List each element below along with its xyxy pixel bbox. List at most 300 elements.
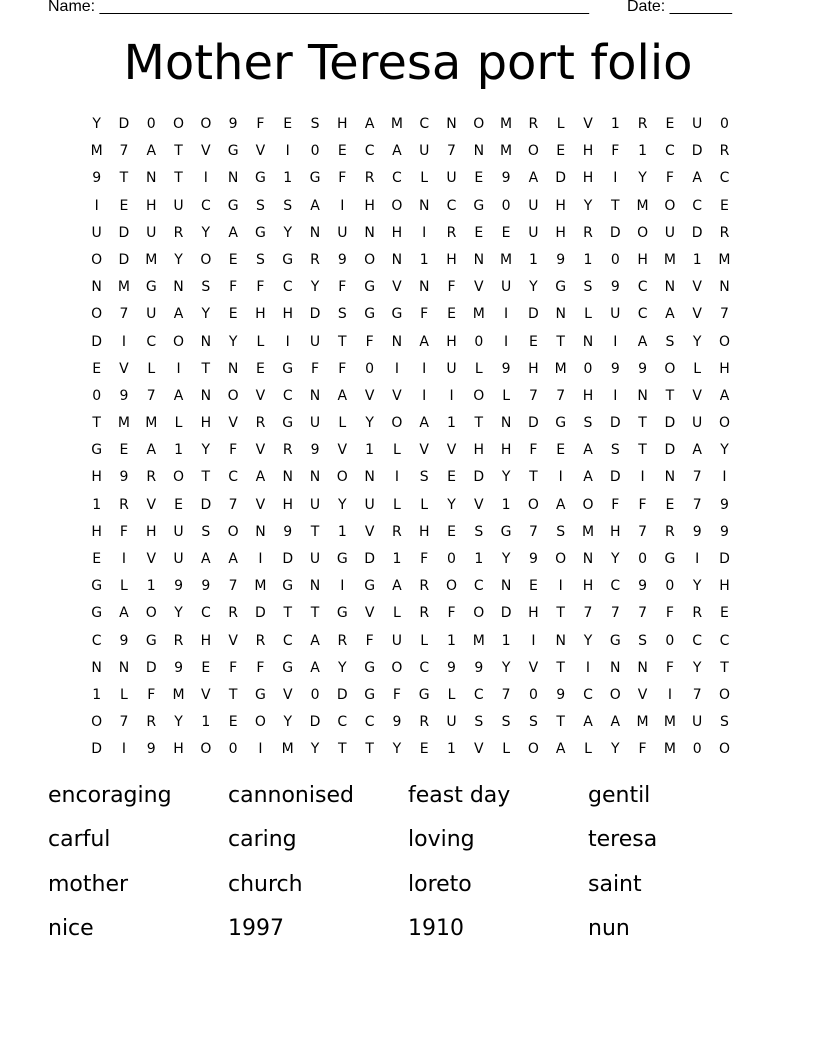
word-list-item: 1997 xyxy=(228,915,284,941)
grid-letter: 9 xyxy=(610,279,620,296)
grid-letter: V xyxy=(255,387,266,404)
grid-letter: V xyxy=(474,496,484,513)
grid-letter: L xyxy=(393,496,401,513)
grid-letter: E xyxy=(119,197,129,214)
grid-letter: H xyxy=(91,469,102,486)
grid-letter: H xyxy=(145,197,157,214)
grid-letter: F xyxy=(229,442,238,459)
grid-letter: D xyxy=(609,469,621,486)
grid-letter: R xyxy=(173,632,184,649)
grid-letter: A xyxy=(255,469,266,486)
word-list-item: nun xyxy=(588,915,630,941)
grid-letter: E xyxy=(474,224,484,241)
grid-letter: 7 xyxy=(146,387,156,404)
grid-letter: E xyxy=(665,496,675,513)
grid-letter: 0 xyxy=(665,578,675,595)
grid-letter: M xyxy=(500,116,513,132)
grid-letter: C xyxy=(692,197,703,214)
date-field: Date: _______ xyxy=(627,0,732,15)
grid-letter: 0 xyxy=(610,251,620,268)
grid-letter: N xyxy=(146,170,157,187)
grid-letter: 1 xyxy=(92,686,102,703)
grid-letter: 9 xyxy=(638,578,648,595)
grid-letter: C xyxy=(337,714,348,731)
grid-letter: Y xyxy=(365,415,374,432)
grid-letter: R xyxy=(228,605,238,622)
grid-letter: M xyxy=(145,251,158,268)
grid-letter: 9 xyxy=(92,170,102,187)
grid-letter: 7 xyxy=(119,714,129,731)
grid-letter: T xyxy=(529,469,538,486)
grid-letter: I xyxy=(285,333,290,350)
grid-letter: V xyxy=(474,279,484,296)
grid-letter: Y xyxy=(638,170,647,187)
grid-letter: H xyxy=(719,360,730,377)
grid-letter: F xyxy=(529,442,538,459)
grid-letter: U xyxy=(309,551,321,567)
grid-letter: 0 xyxy=(638,551,648,567)
grid-row xyxy=(83,600,738,627)
grid-letter: 7 xyxy=(447,143,456,160)
grid-letter: M xyxy=(172,686,185,703)
grid-letter: 1 xyxy=(583,251,593,268)
grid-letter: H xyxy=(582,387,594,404)
grid-letter: G xyxy=(255,686,266,703)
grid-letter: S xyxy=(283,197,293,214)
grid-letter: D xyxy=(691,143,703,160)
grid-letter: I xyxy=(613,333,618,350)
grid-letter: G xyxy=(555,415,567,432)
grid-letter: S xyxy=(501,714,511,731)
grid-letter: 0 xyxy=(146,116,156,132)
grid-letter: I xyxy=(504,306,509,323)
grid-letter: 1 xyxy=(610,116,620,132)
grid-letter: F xyxy=(611,496,620,513)
grid-letter: F xyxy=(365,632,374,649)
grid-letter: T xyxy=(556,333,565,350)
grid-letter: H xyxy=(582,578,594,595)
grid-letter: U xyxy=(692,116,703,132)
grid-letter: D xyxy=(528,415,539,432)
grid-row xyxy=(83,165,738,192)
grid-letter: Y xyxy=(692,333,702,350)
grid-letter: G xyxy=(227,197,239,214)
grid-letter: E xyxy=(228,714,238,731)
grid-letter: A xyxy=(228,551,238,567)
grid-letter: H xyxy=(555,224,566,241)
grid-letter: G xyxy=(555,279,567,296)
grid-letter: 9 xyxy=(228,116,238,132)
grid-letter: I xyxy=(613,387,618,404)
grid-letter: 0 xyxy=(665,632,675,649)
grid-letter: S xyxy=(201,279,211,296)
grid-letter: O xyxy=(200,741,212,758)
grid-letter: V xyxy=(364,605,375,622)
grid-letter: T xyxy=(174,143,183,160)
grid-letter: A xyxy=(173,387,184,404)
grid-letter: A xyxy=(419,415,429,432)
grid-letter: R xyxy=(446,224,457,241)
grid-row xyxy=(83,573,738,600)
grid-letter: D xyxy=(609,415,621,432)
grid-letter: M xyxy=(281,741,294,758)
grid-letter: N xyxy=(227,170,239,187)
grid-letter: 1 xyxy=(501,496,511,513)
grid-letter: S xyxy=(201,523,211,540)
grid-letter: F xyxy=(119,523,128,540)
grid-letter: V xyxy=(228,632,238,649)
grid-letter: O xyxy=(555,551,567,567)
grid-letter: U xyxy=(309,333,321,350)
grid-letter: 9 xyxy=(501,170,511,187)
word-list-item: carful xyxy=(48,827,111,853)
grid-letter: O xyxy=(637,224,649,241)
grid-letter: F xyxy=(338,360,347,377)
grid-letter: V xyxy=(692,306,702,323)
grid-letter: G xyxy=(473,197,485,214)
grid-letter: D xyxy=(609,224,621,241)
grid-letter: O xyxy=(445,578,458,595)
grid-letter: L xyxy=(174,415,183,432)
grid-letter: 9 xyxy=(174,578,183,595)
grid-letter: A xyxy=(528,170,539,187)
grid-letter: Y xyxy=(501,659,511,676)
grid-letter: H xyxy=(282,306,293,323)
grid-letter: V xyxy=(255,496,266,513)
grid-letter: 1 xyxy=(201,714,211,731)
grid-letter: 9 xyxy=(337,251,347,268)
grid-letter: L xyxy=(420,170,429,187)
grid-letter: F xyxy=(665,659,674,676)
grid-letter: V xyxy=(146,551,157,567)
grid-letter: C xyxy=(637,306,648,323)
grid-letter: F xyxy=(256,116,265,132)
grid-letter: T xyxy=(638,415,647,432)
grid-letter: N xyxy=(418,279,430,296)
grid-letter: T xyxy=(556,659,565,676)
grid-letter: D xyxy=(473,469,485,486)
grid-letter: R xyxy=(364,170,375,187)
grid-row xyxy=(83,464,738,491)
grid-letter: H xyxy=(418,523,430,540)
grid-letter: 9 xyxy=(201,578,211,595)
grid-letter: E xyxy=(556,143,566,160)
grid-letter: F xyxy=(611,143,620,160)
grid-letter: D xyxy=(336,686,348,703)
grid-letter: 9 xyxy=(638,360,648,377)
grid-letter: U xyxy=(500,279,512,296)
grid-letter: I xyxy=(121,551,127,567)
grid-letter: C xyxy=(419,116,430,132)
grid-letter: I xyxy=(558,578,563,595)
grid-letter: D xyxy=(118,251,130,268)
grid-letter: G xyxy=(282,578,294,595)
grid-letter: 7 xyxy=(638,523,648,540)
grid-letter: I xyxy=(94,197,99,214)
grid-letter: U xyxy=(692,714,703,731)
grid-letter: N xyxy=(446,116,457,132)
grid-letter: G xyxy=(227,143,239,160)
grid-letter: Y xyxy=(174,251,183,268)
grid-letter: R xyxy=(719,143,730,160)
grid-letter: L xyxy=(474,360,483,377)
grid-letter: H xyxy=(582,143,594,160)
grid-letter: D xyxy=(255,605,266,622)
grid-letter: T xyxy=(611,197,620,214)
grid-letter: Y xyxy=(692,659,702,676)
grid-letter: S xyxy=(474,523,484,540)
grid-letter: O xyxy=(391,659,403,676)
grid-letter: R xyxy=(392,523,402,540)
grid-letter: L xyxy=(556,116,565,132)
grid-letter: C xyxy=(692,632,703,649)
word-list-item: church xyxy=(228,871,303,897)
grid-letter: S xyxy=(720,714,729,731)
grid-letter: G xyxy=(500,523,512,540)
grid-letter: G xyxy=(145,632,157,649)
grid-letter: R xyxy=(419,605,430,622)
grid-letter: V xyxy=(419,442,429,459)
grid-letter: 7 xyxy=(720,306,729,323)
grid-letter: C xyxy=(719,632,730,649)
grid-letter: O xyxy=(473,605,485,622)
grid-letter: M xyxy=(145,415,158,432)
grid-letter: C xyxy=(282,387,293,404)
grid-letter: 1 xyxy=(392,551,402,567)
grid-letter: F xyxy=(256,659,265,676)
grid-letter: H xyxy=(528,360,539,377)
grid-letter: O xyxy=(609,686,621,703)
grid-letter: R xyxy=(146,469,157,486)
grid-letter: I xyxy=(449,387,454,404)
grid-letter: R xyxy=(310,251,320,268)
grid-letter: 9 xyxy=(528,551,538,567)
grid-letter: 9 xyxy=(310,442,320,459)
grid-letter: E xyxy=(720,197,729,214)
grid-letter: T xyxy=(310,605,320,622)
grid-letter: 0 xyxy=(228,741,238,758)
grid-letter: U xyxy=(446,714,457,731)
grid-letter: V xyxy=(637,686,648,703)
grid-letter: 1 xyxy=(365,442,375,459)
grid-letter: L xyxy=(584,306,592,323)
grid-letter: G xyxy=(391,306,403,323)
grid-letter: 1 xyxy=(92,496,102,513)
grid-letter: G xyxy=(364,686,376,703)
grid-letter: V xyxy=(474,741,484,758)
grid-letter: M xyxy=(117,415,130,432)
grid-letter: U xyxy=(173,197,184,214)
grid-letter: A xyxy=(719,387,730,404)
grid-letter: U xyxy=(309,415,321,432)
grid-letter: 0 xyxy=(501,197,511,214)
grid-letter: F xyxy=(665,170,674,187)
grid-letter: A xyxy=(419,333,429,350)
grid-letter: H xyxy=(582,170,594,187)
grid-letter: N xyxy=(282,469,293,486)
grid-letter: V xyxy=(146,496,157,513)
grid-letter: I xyxy=(340,197,345,214)
grid-letter: Y xyxy=(201,442,211,459)
grid-letter: Y xyxy=(201,224,211,241)
grid-letter: M xyxy=(500,251,513,268)
grid-letter: V xyxy=(282,686,293,703)
grid-letter: O xyxy=(227,387,239,404)
grid-letter: D xyxy=(91,333,103,350)
word-list-item: mother xyxy=(48,871,129,897)
grid-letter: L xyxy=(420,496,429,513)
word-list-item: saint xyxy=(588,871,642,897)
word-list-item: loreto xyxy=(408,871,472,897)
grid-letter: H xyxy=(364,197,375,214)
grid-letter: D xyxy=(91,741,103,758)
grid-letter: I xyxy=(558,469,563,486)
grid-letter: T xyxy=(720,659,729,676)
grid-letter: 7 xyxy=(228,496,238,513)
grid-letter: O xyxy=(173,469,185,486)
grid-letter: 1 xyxy=(638,143,648,160)
grid-letter: A xyxy=(146,143,157,160)
grid-letter: G xyxy=(145,279,157,296)
grid-letter: R xyxy=(255,415,266,432)
grid-letter: Y xyxy=(611,551,620,567)
grid-letter: N xyxy=(664,469,676,486)
grid-letter: G xyxy=(91,578,103,595)
grid-letter: M xyxy=(663,741,676,758)
grid-letter: C xyxy=(91,632,102,649)
grid-letter: U xyxy=(664,224,675,241)
grid-letter: 9 xyxy=(146,741,156,758)
grid-letter: T xyxy=(310,523,320,540)
grid-letter: S xyxy=(310,116,320,132)
grid-letter: 0 xyxy=(310,686,320,703)
grid-letter: E xyxy=(337,143,347,160)
grid-letter: Y xyxy=(447,496,456,513)
grid-letter: U xyxy=(692,415,703,432)
grid-letter: V xyxy=(201,686,211,703)
grid-letter: A xyxy=(692,442,702,459)
grid-letter: E xyxy=(174,496,183,513)
grid-letter: N xyxy=(664,279,676,296)
grid-letter: A xyxy=(337,387,348,404)
grid-letter: E xyxy=(447,306,456,323)
grid-letter: E xyxy=(256,360,265,377)
word-list-item: gentil xyxy=(588,783,651,808)
grid-letter: C xyxy=(719,170,730,187)
grid-letter: L xyxy=(693,360,702,377)
grid-letter: O xyxy=(391,197,403,214)
grid-letter: C xyxy=(419,659,430,676)
grid-letter: 9 xyxy=(720,523,729,540)
grid-letter: M xyxy=(390,116,403,132)
grid-row xyxy=(83,410,738,437)
grid-letter: R xyxy=(119,496,129,513)
grid-letter: T xyxy=(338,333,347,350)
grid-letter: V xyxy=(692,279,702,296)
grid-letter: E xyxy=(528,333,538,350)
grid-letter: A xyxy=(555,496,566,513)
grid-letter: M xyxy=(472,632,485,649)
grid-letter: T xyxy=(228,686,238,703)
grid-letter: D xyxy=(118,224,130,241)
grid-letter: F xyxy=(338,279,347,296)
grid-letter: E xyxy=(228,306,238,323)
grid-letter: L xyxy=(393,442,401,459)
grid-letter: F xyxy=(420,306,429,323)
grid-letter: V xyxy=(583,116,593,132)
grid-letter: U xyxy=(337,224,348,241)
grid-letter: U xyxy=(173,551,184,567)
grid-letter: H xyxy=(200,415,212,432)
grid-letter: 1 xyxy=(447,741,456,758)
grid-letter: A xyxy=(310,632,320,649)
grid-letter: H xyxy=(173,741,184,758)
grid-letter: H xyxy=(282,496,293,513)
grid-letter: A xyxy=(583,714,593,731)
grid-letter: E xyxy=(419,741,429,758)
grid-letter: C xyxy=(664,143,675,160)
grid-letter: C xyxy=(228,469,239,486)
grid-letter: V xyxy=(364,523,375,540)
grid-letter: 7 xyxy=(692,469,702,486)
grid-letter: I xyxy=(258,551,263,567)
grid-letter: T xyxy=(338,741,347,758)
grid-row xyxy=(83,736,738,763)
grid-letter: I xyxy=(422,360,427,377)
word-list-item: cannonised xyxy=(228,783,354,808)
grid-letter: O xyxy=(473,387,485,404)
grid-letter: 7 xyxy=(501,686,511,703)
grid-letter: S xyxy=(528,714,538,731)
grid-letter: G xyxy=(418,686,430,703)
grid-letter: A xyxy=(310,659,320,676)
grid-letter: G xyxy=(364,279,376,296)
grid-letter: A xyxy=(392,143,402,160)
grid-letter: I xyxy=(531,632,536,649)
grid-letter: 1 xyxy=(474,551,484,567)
grid-letter: G xyxy=(609,632,621,649)
grid-letter: R xyxy=(173,224,184,241)
grid-letter: Y xyxy=(92,116,101,132)
grid-letter: O xyxy=(527,741,539,758)
grid-letter: A xyxy=(583,469,593,486)
grid-letter: O xyxy=(527,143,539,160)
grid-letter: G xyxy=(309,170,321,187)
grid-letter: N xyxy=(500,415,512,432)
grid-letter: 9 xyxy=(447,659,456,676)
grid-letter: E xyxy=(528,578,538,595)
grid-letter: U xyxy=(446,360,457,377)
grid-letter: I xyxy=(585,659,591,676)
grid-letter: D xyxy=(309,306,321,323)
grid-letter: C xyxy=(282,632,293,649)
grid-letter: O xyxy=(473,116,485,132)
grid-letter: S xyxy=(665,333,675,350)
grid-letter: L xyxy=(147,360,156,377)
grid-letter: C xyxy=(583,686,593,703)
grid-row xyxy=(83,655,738,682)
grid-letter: O xyxy=(718,741,730,758)
grid-letter: M xyxy=(663,714,676,731)
grid-letter: T xyxy=(174,170,183,187)
grid-letter: G xyxy=(336,605,348,622)
grid-row xyxy=(83,682,738,709)
grid-letter: H xyxy=(91,523,102,540)
grid-letter: 9 xyxy=(392,714,402,731)
grid-letter: 9 xyxy=(119,387,129,404)
word-list-item: encoraging xyxy=(48,783,172,808)
grid-row xyxy=(83,356,738,383)
